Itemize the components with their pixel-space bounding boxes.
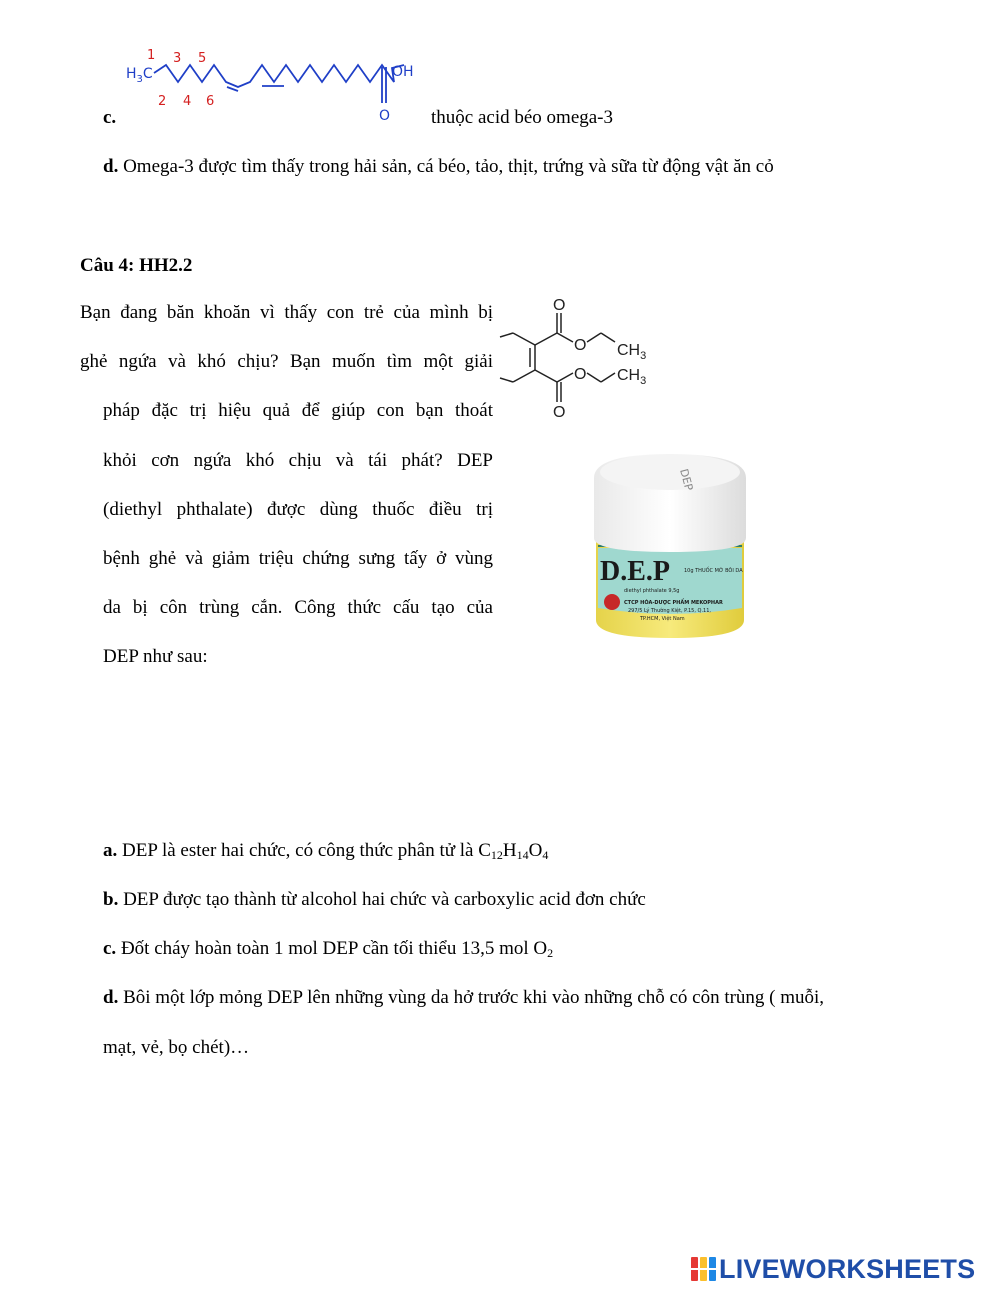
q4-option-b: b. DEP được tạo thành từ alcohol hai chức và carboxylic acid đơn chức — [103, 889, 646, 910]
q4-intro-line-7: da bị côn trùng cắn. Công thức cấu tạo của — [103, 597, 493, 618]
dep-o-top: O — [553, 297, 566, 314]
q4-option-a: a. DEP là ester hai chức, có công thức phân tử là $C_{12}H_{14}O_4$ — [103, 840, 549, 862]
carbon-number-1: 1 — [147, 48, 156, 63]
q4-intro-line-6: bệnh ghẻ và giảm triệu chứng sưng tấy ở vùng — [103, 548, 493, 569]
q4-intro-line-1: Bạn đang băn khoăn vì thấy con trẻ của mình bị — [80, 302, 493, 323]
q4-intro-line-3: pháp đặc trị hiệu quả để giúp con bạn thoát — [103, 400, 493, 421]
q3-option-c-text: thuộc acid béo omega-3 — [431, 107, 614, 128]
jar-city: TP.HCM, Việt Nam — [640, 616, 685, 622]
q4-option-c: c. Đốt cháy hoàn toàn 1 mol DEP cần tối thiểu 13,5 mol $O_2$ — [103, 938, 554, 960]
q4-intro-line-2: ghẻ ngứa và khó chịu? Bạn muốn tìm một giải — [80, 351, 493, 372]
q4-intro-line-8: DEP như sau: — [103, 646, 208, 667]
jar-lid-text: DEP — [677, 467, 696, 493]
liveworksheets-logo-mark-icon — [690, 1255, 718, 1283]
oh-label: OH — [392, 64, 414, 80]
carbon-number-6: 6 — [206, 94, 215, 109]
dep-structure — [495, 295, 665, 425]
q4-heading: Câu 4: HH2.2 — [80, 255, 193, 276]
dep-o-bottom: O — [553, 404, 566, 421]
dep-ch3-1: $CH_3$ — [617, 342, 647, 362]
dep-ch3-2: $CH_3$ — [617, 367, 647, 387]
dep-o-ester-1: O — [574, 337, 587, 354]
carbon-number-2: 2 — [158, 94, 167, 109]
dep-o-ester-2: O — [574, 366, 587, 383]
q3-option-d: d. Omega-3 được tìm thấy trong hải sản, cá béo, tảo, thịt, trứng và sữa từ động vật ăn cỏ — [103, 156, 774, 177]
h3c-label: $H_3C$ — [126, 66, 153, 85]
q4-intro-line-4: khỏi cơn ngứa khó chịu và tái phát? DEP — [103, 450, 493, 471]
carbon-number-5: 5 — [198, 51, 207, 66]
carbon-number-3: 3 — [173, 51, 182, 66]
jar-composition: diethyl phthalate 9,5g — [624, 588, 680, 594]
jar-brand: D.E.P — [600, 556, 670, 587]
liveworksheets-logo[interactable] — [690, 1254, 975, 1284]
omega3-carbon-chain — [154, 65, 404, 103]
omega3-structure — [120, 45, 420, 125]
liveworksheets-logo-text: LIVEWORKSHEETS — [719, 1253, 976, 1284]
q4-intro-line-5: (diethyl phthalate) được dùng thuốc điều trị — [103, 499, 493, 520]
carbon-number-4: 4 — [183, 94, 192, 109]
q4-option-d-line-2: mạt, vẻ, bọ chét)… — [103, 1037, 250, 1058]
jar-net: 10g THUỐC MỠ BÔI DA — [684, 568, 743, 574]
jar-maker: CTCP HÓA-DƯỢC PHẨM MEKOPHAR — [624, 600, 723, 606]
q3-option-c-label: c. — [103, 107, 117, 128]
jar-address: 297/5 Lý Thường Kiệt, P.15, Q.11, — [628, 608, 711, 614]
carbonyl-o-label: O — [379, 108, 391, 124]
dep-jar-photo — [588, 448, 753, 643]
q4-option-d-line-1: d. Bôi một lớp mỏng DEP lên những vùng da hở trước khi vào những chỗ có côn trùng ( muỗi, — [103, 987, 825, 1008]
